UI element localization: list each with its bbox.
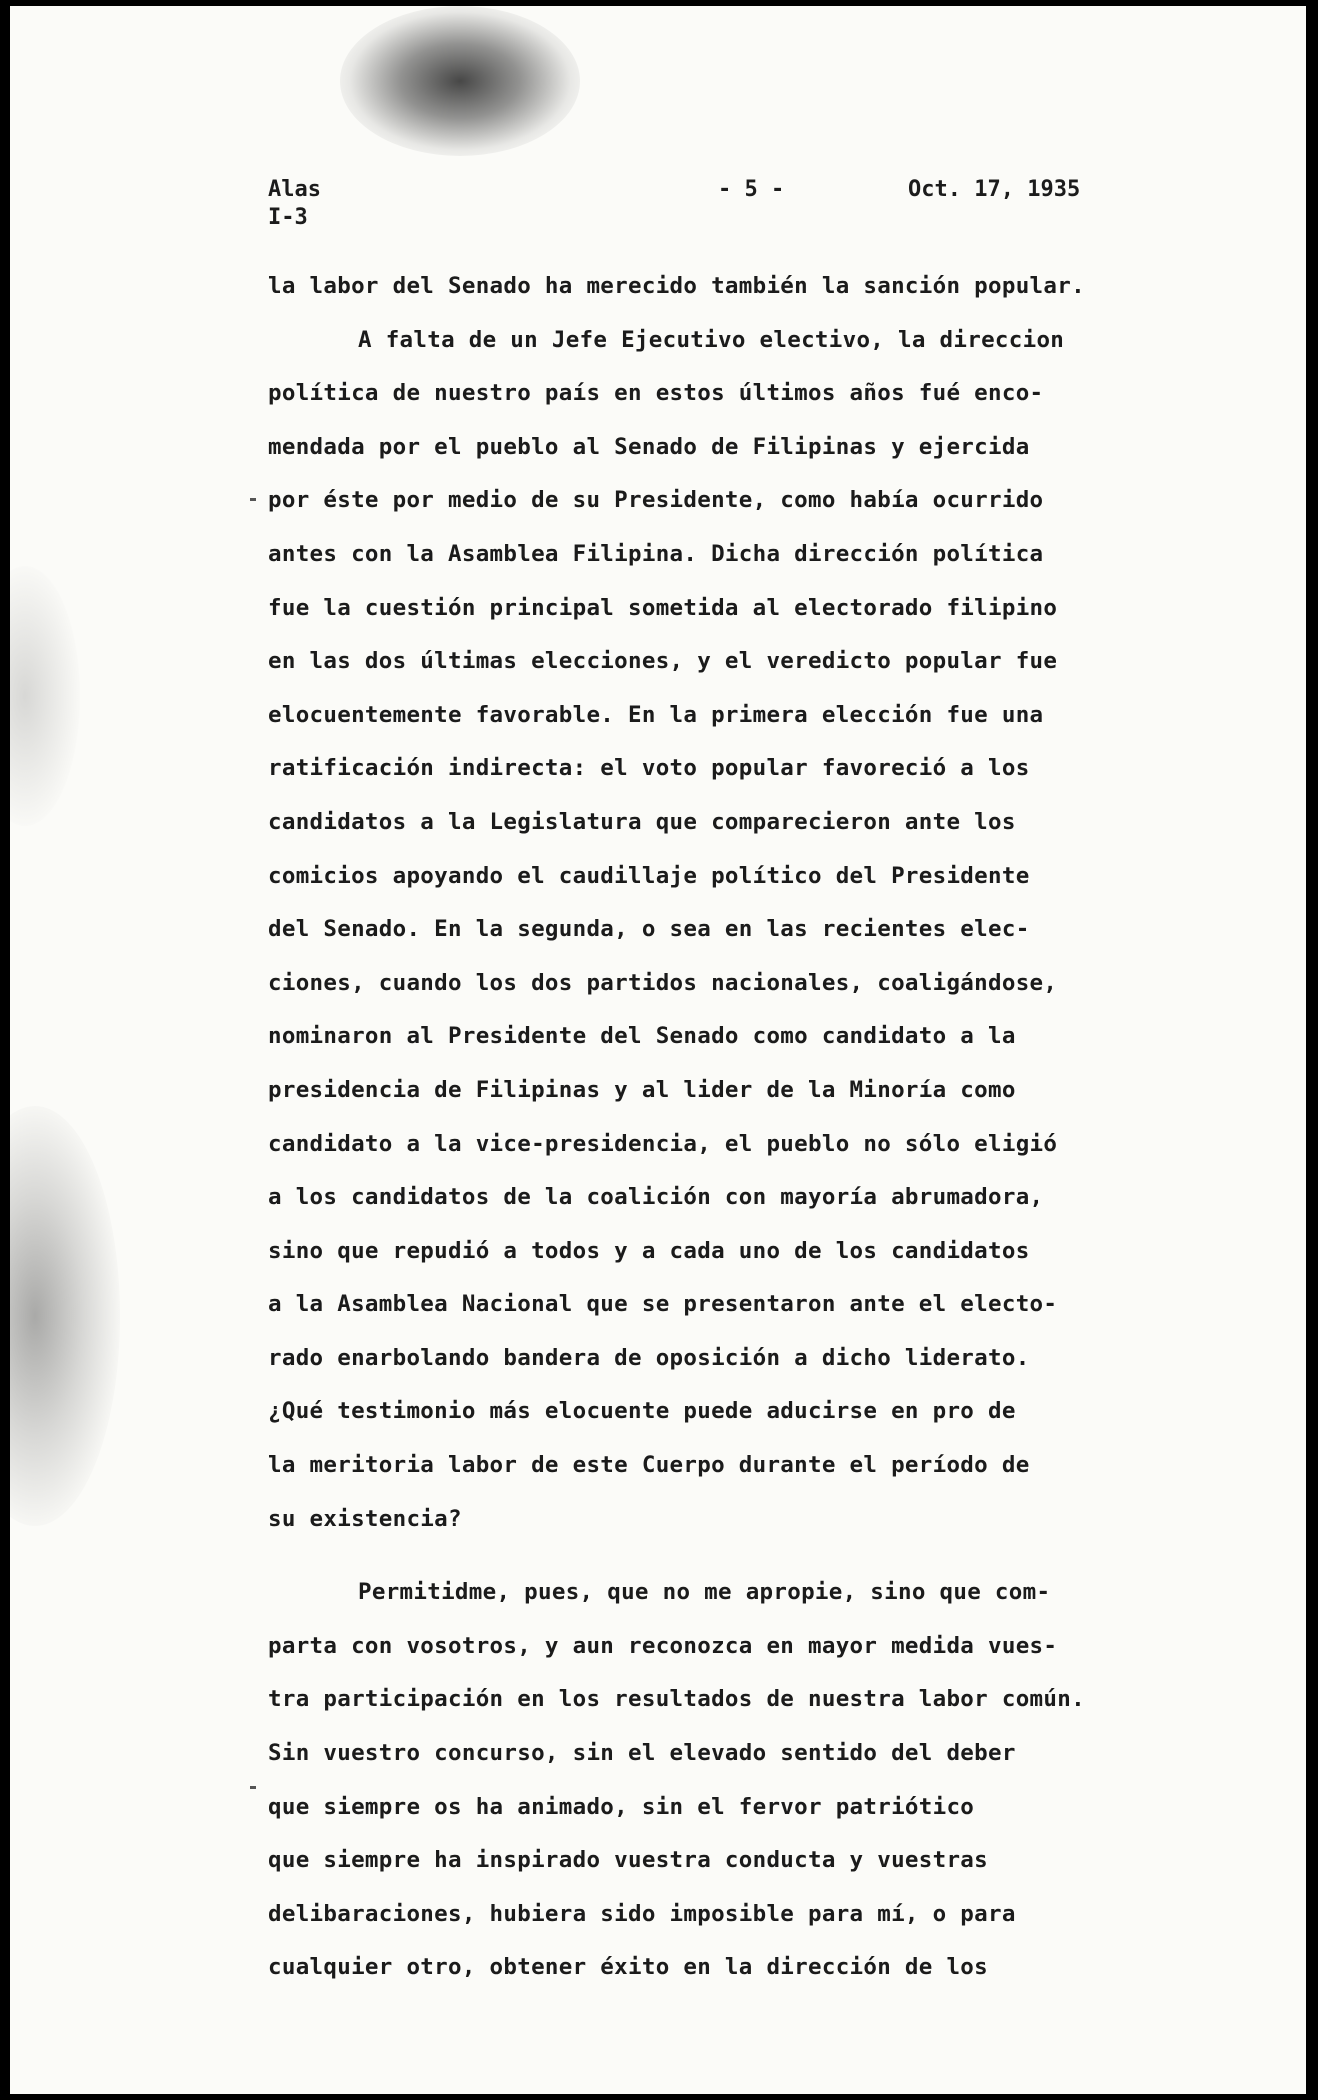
- text-line: la labor del Senado ha merecido también la sanción popular.: [268, 273, 1085, 299]
- header-reference: [268, 176, 321, 232]
- text-line: Sin vuestro concurso, sin el elevado sentido del deber: [268, 1740, 1016, 1767]
- page-number: - 5 -: [718, 177, 785, 202]
- paragraph: [268, 260, 1248, 314]
- document-body: [268, 260, 1248, 1995]
- text-line: Permitidme, pues, que no me apropie, sino que com-: [358, 1579, 1051, 1606]
- text-line: que siempre ha inspirado vuestra conducta y vuestras: [268, 1847, 988, 1874]
- text-line: tra participación en los resultados de nuestra labor común.: [268, 1686, 1085, 1713]
- text-line: sino que repudió a todos y a cada uno de los candidatos: [268, 1237, 1030, 1264]
- text-line: antes con la Asamblea Filipina. Dicha dirección política: [268, 540, 1044, 567]
- text-line: del Senado. En la segunda, o sea en las recientes elec-: [268, 916, 1030, 943]
- text-line: por éste por medio de su Presidente, como había ocurrido: [268, 487, 1044, 514]
- header-author: Alas: [268, 177, 321, 202]
- text-line: a la Asamblea Nacional que se presentaron ante el electo-: [268, 1291, 1058, 1318]
- paragraph: [268, 314, 1248, 1547]
- header-ref: I-3: [268, 205, 308, 230]
- text-line: presidencia de Filipinas y al lider de la Minoría como: [268, 1076, 1016, 1103]
- text-line: su existencia?: [268, 1505, 462, 1532]
- text-line: mendada por el pueblo al Senado de Filipinas y ejercida: [268, 433, 1030, 460]
- text-line: ciones, cuando los dos partidos nacionales, coaligándose,: [268, 969, 1058, 996]
- text-line: en las dos últimas elecciones, y el veredicto popular fue: [268, 648, 1058, 675]
- text-line: comicios apoyando el caudillaje político del Presidente: [268, 862, 1030, 889]
- text-line: cualquier otro, obtener éxito en la dirección de los: [268, 1954, 988, 1981]
- text-line: nominaron al Presidente del Senado como candidato a la: [268, 1023, 1016, 1050]
- header-date: Oct. 17, 1935: [908, 177, 1081, 202]
- text-line: elocuentemente favorable. En la primera elección fue una: [268, 701, 1044, 728]
- text-line: candidato a la vice-presidencia, el pueblo no sólo eligió: [268, 1130, 1058, 1157]
- text-line: rado enarbolando bandera de oposición a dicho liderato.: [268, 1344, 1030, 1371]
- text-line: delibaraciones, hubiera sido imposible para mí, o para: [268, 1900, 1016, 1927]
- text-line: fue la cuestión principal sometida al electorado filipino: [268, 594, 1058, 621]
- text-line: a los candidatos de la coalición con mayoría abrumadora,: [268, 1184, 1044, 1211]
- text-line: ratificación indirecta: el voto popular favoreció a los: [268, 755, 1030, 782]
- text-line: que siempre os ha animado, sin el fervor patriótico: [268, 1793, 975, 1820]
- ink-smudge: [10, 1106, 120, 1526]
- text-line: A falta de un Jefe Ejecutivo electivo, la direccion: [358, 326, 1065, 353]
- text-line: parta con vosotros, y aun reconozca en mayor medida vues-: [268, 1632, 1058, 1659]
- paragraph-gap: [268, 1546, 1248, 1566]
- text-line: la meritoria labor de este Cuerpo durante el período de: [268, 1452, 1030, 1479]
- document-page: [10, 6, 1306, 2094]
- text-line: política de nuestro país en estos últimos años fué enco-: [268, 380, 1044, 407]
- margin-mark: [250, 498, 256, 501]
- margin-mark: [250, 1786, 256, 1789]
- paragraph: [268, 1566, 1248, 1995]
- ink-smudge: [10, 566, 80, 826]
- ink-smudge: [340, 6, 580, 156]
- text-line: candidatos a la Legislatura que comparecieron ante los: [268, 808, 1016, 835]
- text-line: ¿Qué testimonio más elocuente puede aducirse en pro de: [268, 1398, 1016, 1425]
